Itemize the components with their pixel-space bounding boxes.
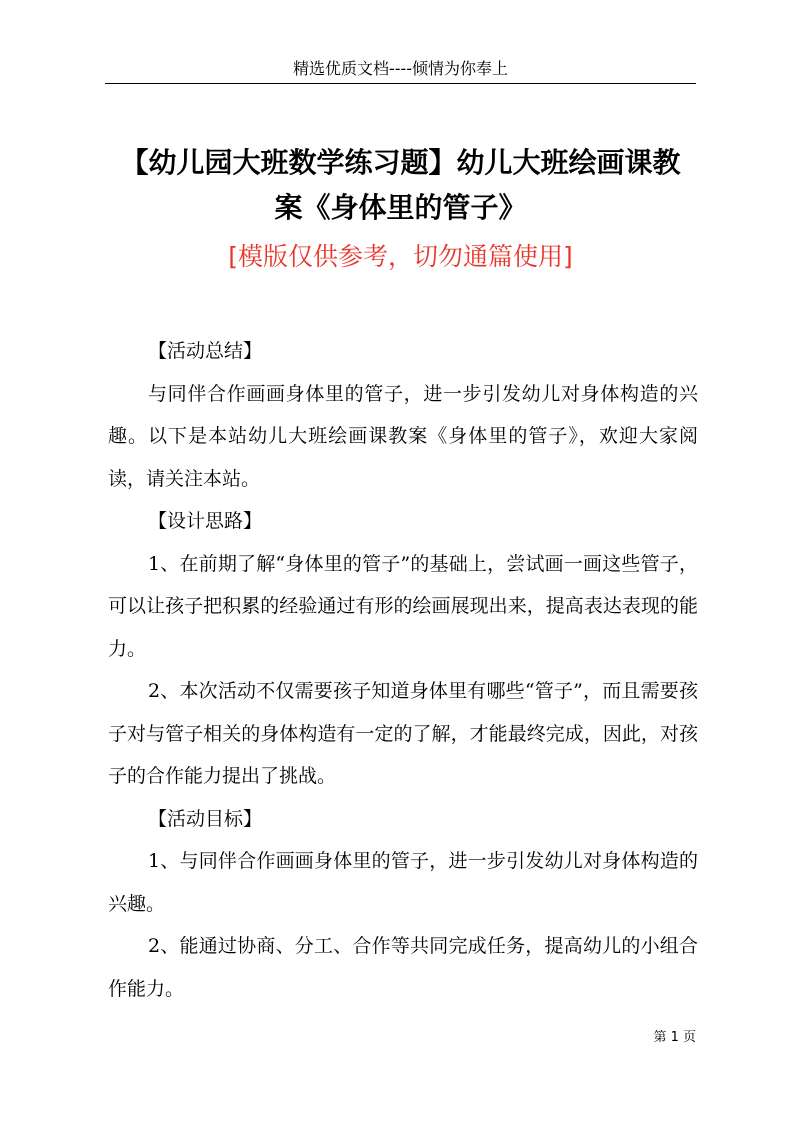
- document-title: [105, 140, 696, 230]
- template-disclaimer: [模版仅供参考，切勿通篇使用]: [228, 242, 573, 271]
- title-line-1: 【幼儿园大班数学练习题】幼儿大班绘画课教: [120, 146, 681, 179]
- document-body: [108, 330, 698, 1010]
- goal-paragraph-1: 1、与同伴合作画画身体里的管子，进一步引发幼儿对身体构造的兴趣。: [108, 850, 698, 915]
- design-heading: 【设计思路】: [148, 510, 263, 532]
- design-paragraph-2: 2、本次活动不仅需要孩子知道身体里有哪些“管子”，而且需要孩子对与管子相关的身体构造有一定的了解，才能最终完成，因此，对孩子的合作能力提出了挑战。: [108, 680, 698, 787]
- page-number: 第 1 页: [653, 1030, 696, 1045]
- goals-heading: 【活动目标】: [148, 807, 263, 830]
- design-paragraph-1: 1、在前期了解“身体里的管子”的基础上，尝试画一画这些管子，可以让孩子把积累的经验通过有形的绘画展现出来，提高表达表现的能力。: [108, 552, 698, 660]
- title-line-2: 案《身体里的管子》: [274, 191, 527, 224]
- summary-heading: 【活动总结】: [148, 340, 263, 362]
- page-header: 精选优质文档----倾情为你奉上: [292, 59, 509, 78]
- goal-paragraph-2: 2、能通过协商、分工、合作等共同完成任务，提高幼儿的小组合作能力。: [108, 935, 698, 1000]
- header-divider: [105, 83, 696, 84]
- summary-paragraph: 与同伴合作画画身体里的管子，进一步引发幼儿对身体构造的兴趣。以下是本站幼儿大班绘画课教案《身体里的管子》，欢迎大家阅读，请关注本站。: [108, 382, 698, 490]
